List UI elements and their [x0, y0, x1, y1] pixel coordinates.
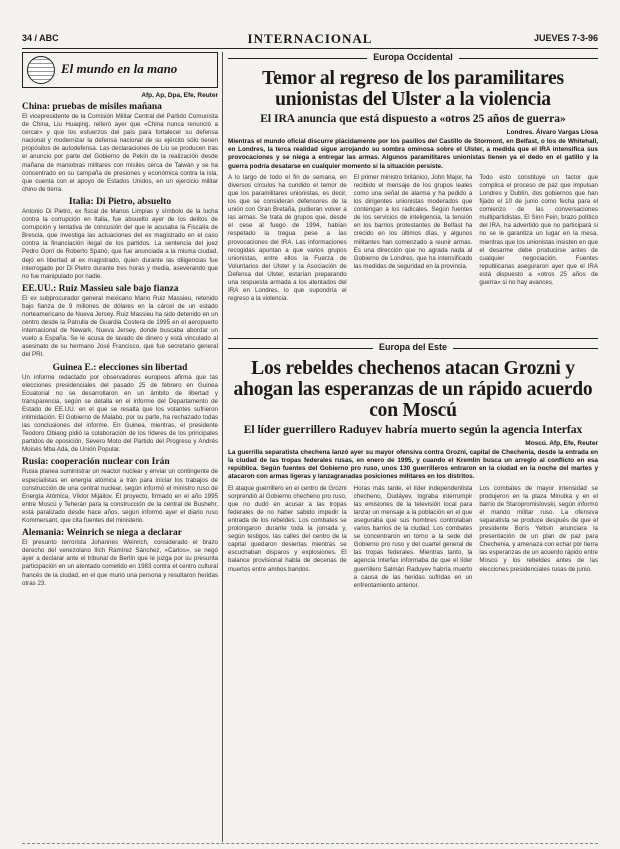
brief-title: Guinea E.: elecciones sin libertad: [52, 362, 188, 373]
brief-text: El ex subprocurador general mexicano Mario Ruiz Massieu, retenido bajo fianza de 9 millones de dólares en la cárcel de un estado norteamericano de Nueva Jersey. Ruiz Massieu ha sido detenido en un centro desde la Patrulla de Guardia Costera de 1995 en el aeropuerto internacional de Newark, Nueva Jersey, donde buscaba abordar un vuelo a España. Se le acusa de lavado de dinero y está vinculado al asesinato de su hermano José Francisco, que fue secretario general del PRI.: [22, 294, 218, 359]
sidebar-title: El mundo en la mano: [61, 61, 178, 76]
article1-column: [228, 174, 347, 334]
brief-item: [22, 284, 218, 360]
article1-headline: Temor al regreso de los paramilitares unionistas del Ulster a la violencia: [262, 68, 564, 110]
kicker-label: Europa Occidental: [367, 52, 459, 62]
column-text: Los combates de mayor intensidad se produjeron en la plaza Minutka y en el barrio de Staropromislovski, según informó el mando militar ruso. La ofensiva separatista se produce después de que el presidente Borís Yeltsin anunciara la presentación de un plan de paz para Chechenia, y amenaza con echar por tierra las esperanzas de un acuerdo rápido entre Moscú y los rebeldes antes de las elecciones presidenciales rusas de junio.: [479, 484, 599, 573]
main-articles: [228, 52, 598, 685]
article2-column: [479, 485, 598, 685]
column-text: A lo largo de todo el fin de semana, en diversos círculos ha cundido el temor de que los paramilitares unionistas, es decir, los que se consideran defensores de la unión con Gran Bretaña, pudieran volver a las armas. Se trata de grupos que, desde el cese al fuego de 1994, habían respetado la tregua pese a las provocaciones del IRA. Las informaciones recogidas apuntan a que varios grupos unionistas, entre ellos la Fuerza de Voluntarios del Ulster y la Asociación de Defensa del Ulster, estarían preparando una respuesta armada a los atentados del IRA en Londres, lo que supondría el regreso a la violencia.: [228, 173, 347, 303]
column-text: Horas más tarde, el líder independentista checheno, Dudáyev, lograba interrumpir las emisiones de la televisión local para lanzar un mensaje a la población en el que aseguraba que sus hombres controlaban varios barrios de la ciudad. Los combates se concentraron en torno a la sede del Gobierno pro ruso y del cuartel general de las tropas federales. Mientras tanto, la agencia Interfax informaba de que el líder guerrillero Salmán Raduyev habría muerto a causa de las heridas sufridas en un enfrentamiento anterior.: [353, 484, 473, 589]
brief-title: Rusia: cooperación nuclear con Irán: [22, 457, 170, 468]
sidebar-agencies: Afp, Ap, Dpa, Efe, Reuter: [141, 92, 218, 99]
brief-text: El presunto terrorista Johannes Weinrich, considerado el brazo derecho del venezolano Ilich Ramírez Sánchez, «Carlos», se negó ayer a declarar ante el tribunal de Berlín que le juzga por su presunta participación en un atentado cometido en 1983 contra el centro cultural francés de la ciudad, en el que murió una persona y resultaron heridas otras 23.: [22, 539, 218, 587]
article2-lead: La guerrilla separatista chechena lanzó ayer su mayor ofensiva contra Grozni, capital de Chechenia, desde la entrada en la ciudad de las tropas federales rusas, en enero de 1995, y cuando el Kremlin busca un arreglo al conflicto en esa república. Según fuentes del Gobierno pro ruso, unos 130 guerrilleros entraron en la ciudad en la noche del martes y atacaron con armas ligeras y lanzagranadas posiciones militares en los distritos.: [228, 448, 598, 481]
brief-item: [22, 457, 218, 525]
brief-item: [22, 197, 218, 281]
article1-column: [354, 174, 473, 334]
brief-title: EE.UU.: Ruiz Massieu sale bajo fianza: [22, 283, 179, 294]
globe-icon: [27, 56, 55, 84]
article2-headline: Los rebeldes chechenos atacan Grozni y ahogan las esperanzas de un rápido acuerdo con Moscú: [233, 357, 593, 421]
article2-column: [354, 485, 473, 685]
brief-item: [22, 363, 218, 455]
article2-body: [228, 485, 598, 685]
article1-byline: Londres. Álvaro Vargas Llosa: [506, 129, 598, 136]
issue-date: JUEVES 7-3-96: [533, 33, 598, 43]
column-text: El ataque guerrillero en el centro de Grozni sorprendió al Gobierno checheno pro ruso, que no dudó en acusar a las tropas federales de no haber sabido impedir la entrada de los rebeldes. Los combates se prolongaron durante toda la jornada y, según testigos, las calles del centro de la capital quedaron desiertas mientras se escuchaban disparos y explosiones. El balance provisional habla de decenas de muertos entre ambos bandos.: [228, 484, 347, 573]
page-header: [22, 32, 598, 49]
article-separator: [228, 338, 598, 339]
column-text: Todo esto constituye un factor que complica el proceso de paz que impulsan Londres y Dublín, dos gobiernos que han fijado el 10 de junio como fecha para el comienzo de las conversaciones multipartidistas. El Sinn Fein, brazo político del IRA, ha advertido que no participará si no se le garantiza un lugar en la mesa, mientras que los unionistas insisten en que el desarme debe producirse antes de cualquier negociación. Fuentes republicanas aseguraron ayer que el IRA está dispuesto a «otros 25 años de guerra» si no hay avances.: [479, 173, 599, 287]
sidebar-briefs: [22, 52, 218, 842]
brief-title: Alemania: Weinrich se niega a declarar: [22, 528, 182, 539]
brief-text: El vicepresidente de la Comisión Militar Central del Partido Comunista de China, Liu Huaqing, reiteró ayer que «China nunca renunció a cercar» y que los esfuerzos del país para fortalecer su defensa nacional y modernizar la defensa nacional de su ejército sólo tienen propósitos de autodefensa. Las declaraciones de Liu se producen tras el anuncio por parte del Gobierno de Pekín de la realización desde mañana de maniobras militares con misiles cerca de Taiwán y se ha concentrado en su campaña de presiones y económica contra la isla, que cuenta con el apoyo de Estados Unidos, en un ejercicio militar chino de tierra.: [22, 113, 218, 193]
article2-kicker: [228, 342, 598, 354]
article2-column: [228, 485, 347, 685]
article1-lead: Mientras el mundo oficial discurre plácidamente por los pasillos del Castillo de Stormont, en Belfast, o los de Whitehall, en Londres, la terca realidad sigue arrojando su sombra ominosa sobre el Ulster, a medida que el IRA intensifica sus provocaciones y se niega a entregar las armas. Algunos paramilitares unionistas tienen ya el dedo en el gatillo y la guerra podría desatarse en cualquier momento si la situación persiste.: [228, 138, 598, 170]
column-divider: [222, 52, 223, 842]
article1-body: [228, 174, 598, 334]
article1-kicker: [228, 52, 598, 64]
article1-deck: El IRA anuncia que está dispuesto a «otros 25 años de guerra»: [260, 113, 566, 125]
brief-text: Un informe redactado por observadores europeos afirma que las elecciones presidenciales del pasado 25 de febrero en Guinea Ecuatorial no se desarrollaron en un ámbito de libertad y transparencia, según se detalla en el informe del Departamento de Estado de EE.UU. en el que se resalta que los votantes sufrieron intimidación. El Gobierno de Malabo, por su parte, ha rechazado todas las conclusiones del informe. En Guinea, mientras, el presidente Teodoro Obiang pidió la colaboración de los líderes de los principales partidos de oposición, Severo Moto del Partido del Progreso y Andrés Moisés Mba Ada, de Unión Popular.: [22, 373, 218, 454]
brief-title: Italia: Di Pietro, absuelto: [68, 196, 172, 207]
brief-text: Antonio Di Pietro, ex fiscal de Manos Limpias y símbolo de la lucha contra la corrupción en Italia, fue absuelto ayer de los delitos de corrupción y tentativa de concusión del que le acusaba la Fiscalía de Brescia, que investiga las actuaciones del ex magistrado en el caso contra la financiación ilegal de los partidos. La sentencia del juez Pedro Gorri de Roberto Spanò, que fue anunciada a la misma ciudad, dejó en libertad al ex magistrado, quien durante las diligencias fue interrogado por Di Pietro durante tres horas y media, aseverando que no fue manipulado por nadie.: [22, 207, 218, 280]
column-text: El primer ministro británico, John Major, ha recibido el mensaje de los grupos leales como una señal de alarma y ha pedido a los dirigentes unionistas moderados que contengan a los radicales. Según fuentes de los servicios de inteligencia, la tensión en los barrios protestantes de Belfast ha crecido en los últimos días, y algunos militantes han comenzado a reunir armas. Es una dirección que no agrada nada al Gobierno de Londres, que ha intensificado las medidas de seguridad en la provincia.: [353, 173, 473, 270]
article1-column: [479, 174, 598, 334]
brief-title: China: pruebas de misiles mañana: [22, 102, 162, 112]
page-number: 34 / ABC: [22, 33, 59, 43]
section-title: INTERNACIONAL: [247, 31, 373, 46]
bottom-rule: [22, 843, 598, 844]
article2-byline: Moscú. Afp, Efe, Reuter: [525, 439, 598, 447]
brief-item: [22, 528, 218, 588]
article2-deck: El líder guerrillero Raduyev habría muerto según la agencia Interfax: [243, 423, 583, 436]
kicker-label: Europa del Este: [373, 342, 453, 352]
brief-text: Rusia planea suministrar un reactor nuclear y enviar un contingente de especialistas en energía atómica a Irán para iniciar los trabajos de construcción de una central nuclear, según informó el ministro ruso de Energía Atómica, Víktor Mijáilov. El proyecto, firmado en el año 1995 entre Moscú y Teherán para la construcción de la central de Bushehr, está paralizado desde hace años, según informó ayer el diario ruso Kommersant, que cita fuentes del ministerio.: [22, 468, 218, 525]
sidebar-title-box: [22, 52, 218, 88]
brief-item: [22, 102, 218, 194]
